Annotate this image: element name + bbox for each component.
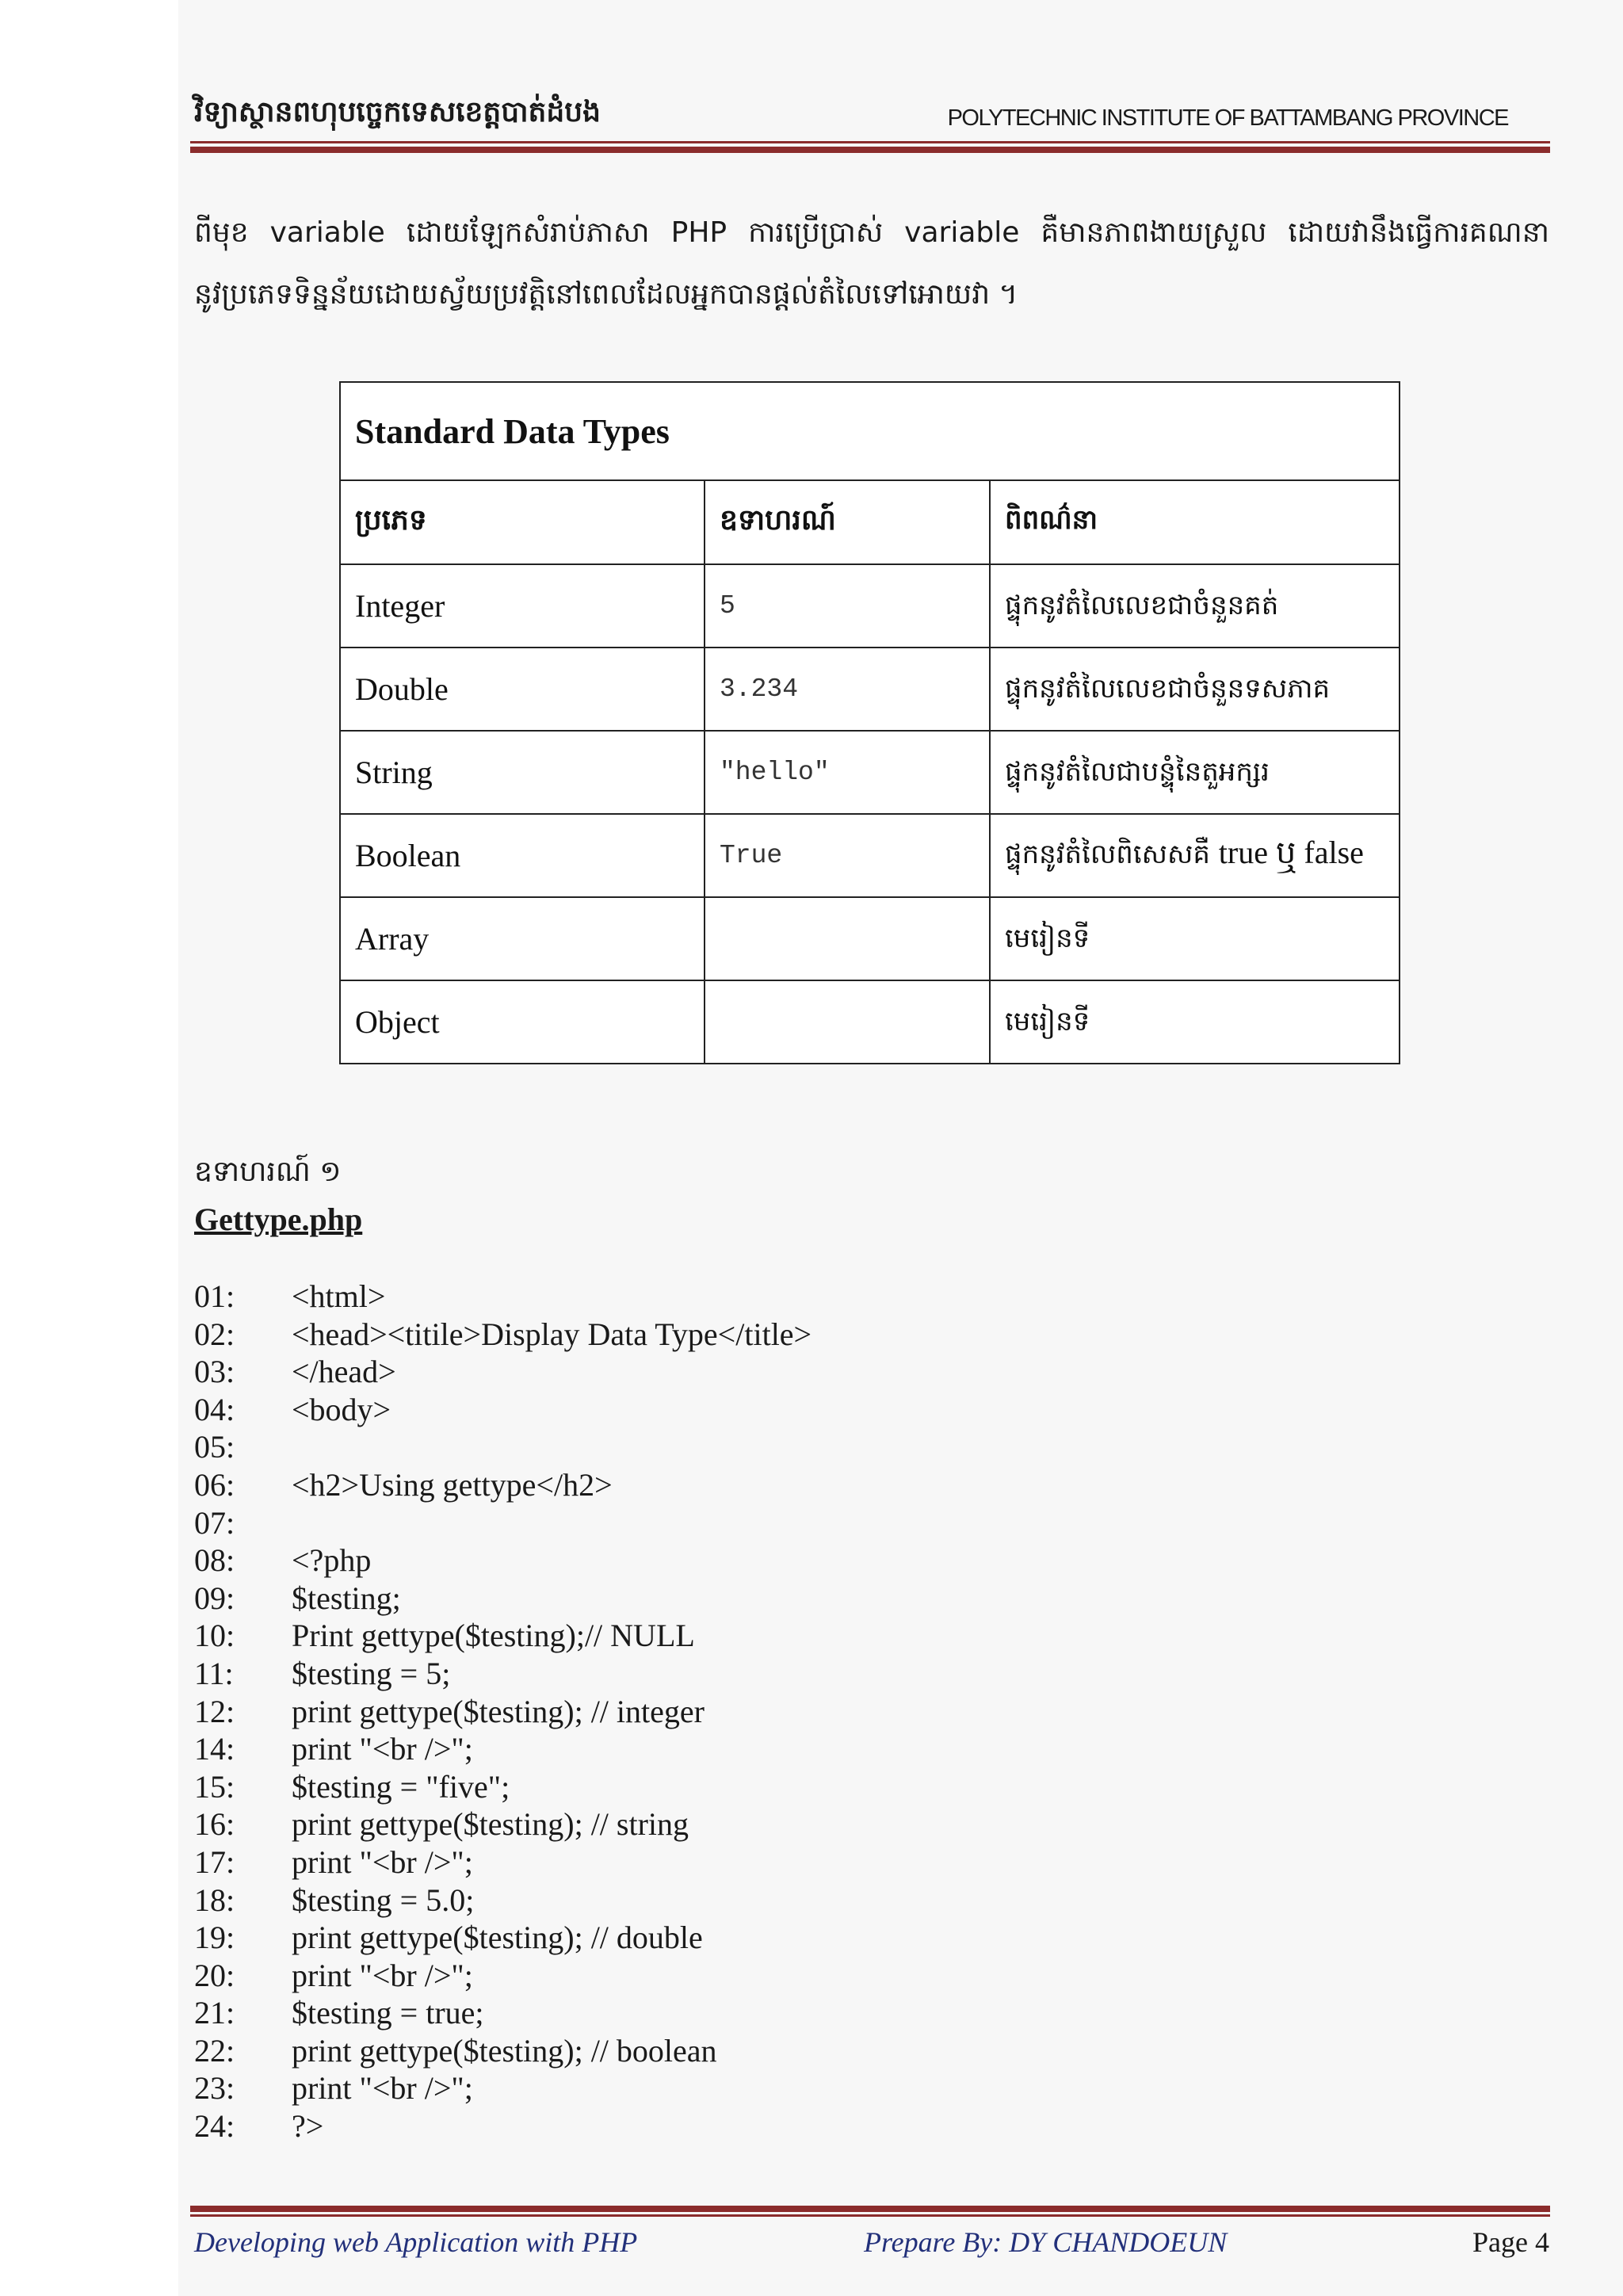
table-title: Standard Data Types — [340, 382, 1400, 480]
code-line-number: 17: — [194, 1843, 235, 1880]
code-line-text: print gettype($testing); // double — [292, 1920, 703, 1956]
cell-description — [990, 564, 1400, 648]
cell-type: Double — [340, 648, 705, 731]
code-line — [194, 1805, 812, 1843]
code-line — [194, 2069, 812, 2107]
code-line-number: 10: — [194, 1618, 235, 1654]
code-line-number: 07: — [194, 1504, 235, 1541]
footer-course-title: Developing web Application with PHP — [194, 2226, 638, 2258]
cell-description-text: ផ្ទុកនូវតំលៃលេខជាចំនួនទសភាគ — [1005, 672, 1331, 705]
code-line-text: print "<br />"; — [292, 1957, 473, 1993]
code-line — [194, 1919, 812, 1957]
cell-type: Integer — [340, 564, 705, 648]
code-line-number: 06: — [194, 1466, 235, 1503]
code-line-number: 04: — [194, 1391, 235, 1427]
data-types-table — [339, 381, 1400, 1064]
cell-type: Boolean — [340, 814, 705, 897]
code-line-text: ?> — [292, 2108, 324, 2145]
code-line-text: print gettype($testing); // string — [292, 1806, 689, 1843]
code-line-number: 24: — [194, 2108, 235, 2145]
intro-paragraph — [194, 202, 1549, 326]
code-line-number: 01: — [194, 1278, 235, 1314]
code-line — [194, 2032, 812, 2070]
table-row — [340, 731, 1400, 814]
cell-description — [990, 897, 1400, 980]
code-line-number: 19: — [194, 1920, 235, 1956]
code-line — [194, 1881, 812, 1920]
cell-description-latin: true ឬ false — [1218, 835, 1364, 870]
table-header-description: ពិពណ៌នា — [990, 480, 1400, 564]
table-header-example: ឧទាហរណ៍ — [705, 480, 990, 564]
code-line — [194, 1541, 812, 1580]
cell-description-text: ផ្ទុកនូវតំលៃពិសេសគឺ — [1005, 839, 1219, 870]
code-line — [194, 1957, 812, 1995]
code-line-number: 15: — [194, 1768, 235, 1805]
code-line-number: 12: — [194, 1693, 235, 1729]
code-line-text: Print gettype($testing);// NULL — [292, 1618, 695, 1654]
cell-example — [705, 897, 990, 980]
table-row — [340, 648, 1400, 731]
cell-description-text: មេរៀនទី — [1005, 1005, 1090, 1037]
table-row — [340, 564, 1400, 648]
code-line — [194, 1278, 812, 1316]
code-line-number: 03: — [194, 1354, 235, 1390]
code-line — [194, 1843, 812, 1881]
code-line-text: $testing = 5.0; — [292, 1881, 475, 1918]
cell-example — [705, 980, 990, 1064]
code-listing — [194, 1278, 812, 2145]
code-line-text: print "<br />"; — [292, 2070, 473, 2107]
code-line-number: 14: — [194, 1731, 235, 1767]
cell-example: "hello" — [705, 731, 990, 814]
code-line-text: $testing = 5; — [292, 1655, 451, 1691]
cell-example: 3.234 — [705, 648, 990, 731]
code-line-number: 02: — [194, 1316, 235, 1352]
footer-page-number: Page 4 — [1472, 2226, 1549, 2258]
cell-description — [990, 731, 1400, 814]
cell-description-text: ផ្ទុកនូវតំលៃលេខជាចំនួនគត់ — [1005, 589, 1279, 621]
code-line-text: print gettype($testing); // boolean — [292, 2032, 717, 2069]
file-name-heading: Gettype.php — [194, 1201, 363, 1237]
code-line — [194, 1693, 812, 1731]
code-line-number: 21: — [194, 1995, 235, 2031]
cell-description — [990, 980, 1400, 1064]
cell-example: True — [705, 814, 990, 897]
cell-description — [990, 648, 1400, 731]
cell-description — [990, 814, 1400, 897]
cell-description-text: ផ្ទុកនូវតំលៃជាបន្ទុំនៃតួអក្សរ — [1005, 755, 1270, 788]
code-line — [194, 1428, 812, 1466]
table-header-row — [340, 480, 1400, 564]
code-line-number: 16: — [194, 1806, 235, 1843]
code-line-number: 09: — [194, 1580, 235, 1616]
code-line-text: <html> — [292, 1278, 386, 1314]
header-institute-khmer: វិទ្យាស្ថានពហុបច្ចេកទេសខេត្តបាត់ដំបង — [194, 96, 601, 128]
code-line-text: </head> — [292, 1354, 396, 1390]
intro-line-2: នូវប្រភេទទិន្នន័យដោយស្វ័យប្រវត្តិនៅពេលដែលអ្នកបានផ្តល់តំលៃទៅអោយវា ។ — [194, 278, 1018, 311]
table-row — [340, 897, 1400, 980]
code-line — [194, 1580, 812, 1618]
code-line-text: $testing; — [292, 1580, 401, 1616]
cell-example: 5 — [705, 564, 990, 648]
code-line — [194, 1768, 812, 1806]
code-line-text: $testing = true; — [292, 1995, 484, 2031]
table-header-type: ប្រភេទ — [340, 480, 705, 564]
code-line — [194, 1504, 812, 1542]
code-line — [194, 1391, 812, 1429]
example-label: ឧទាហរណ៍ ១ — [194, 1156, 342, 1188]
code-line-text: print "<br />"; — [292, 1843, 473, 1880]
footer-rule-thick — [190, 2206, 1550, 2212]
code-line — [194, 1655, 812, 1693]
header-rule-thin — [190, 141, 1550, 143]
code-line-number: 11: — [194, 1655, 234, 1691]
code-line-number: 20: — [194, 1957, 235, 1993]
code-line-text: <h2>Using gettype</h2> — [292, 1466, 613, 1503]
code-line-text: print gettype($testing); // integer — [292, 1693, 705, 1729]
code-line-number: 23: — [194, 2070, 235, 2107]
intro-line-1: ពីមុខ variable ដោយឡែកសំរាប់ភាសា PHP ការប្រើប្រាស់ variable គឺមានភាពងាយស្រួល ដោយវានឹងធ្វើការគណនា — [194, 216, 1549, 249]
cell-type: Object — [340, 980, 705, 1064]
code-line-text: <body> — [292, 1391, 391, 1427]
code-line-number: 08: — [194, 1542, 235, 1579]
code-line — [194, 1994, 812, 2032]
table-row — [340, 814, 1400, 897]
code-line — [194, 1466, 812, 1504]
code-line — [194, 1617, 812, 1655]
table-row — [340, 980, 1400, 1064]
code-line-number: 22: — [194, 2032, 235, 2069]
code-line — [194, 2107, 812, 2145]
cell-type: Array — [340, 897, 705, 980]
code-line-text: print "<br />"; — [292, 1731, 473, 1767]
code-line-text: <?php — [292, 1542, 372, 1579]
header-rule-thick — [190, 147, 1550, 153]
footer-author: Prepare By: DY CHANDOEUN — [864, 2226, 1228, 2258]
cell-description-text: មេរៀនទី — [1005, 922, 1090, 954]
code-line — [194, 1730, 812, 1768]
footer-rule-thin — [190, 2214, 1550, 2217]
code-line-number: 18: — [194, 1881, 235, 1918]
cell-type: String — [340, 731, 705, 814]
code-line — [194, 1353, 812, 1391]
code-line-number: 05: — [194, 1429, 235, 1465]
code-line — [194, 1316, 812, 1354]
code-line-text: <head><titile>Display Data Type</title> — [292, 1316, 812, 1352]
code-line-text: $testing = "five"; — [292, 1768, 510, 1805]
header-institute-english: POLYTECHNIC INSTITUTE OF BATTAMBANG PROVINCE — [947, 105, 1508, 131]
page-margin-left — [0, 0, 178, 2296]
